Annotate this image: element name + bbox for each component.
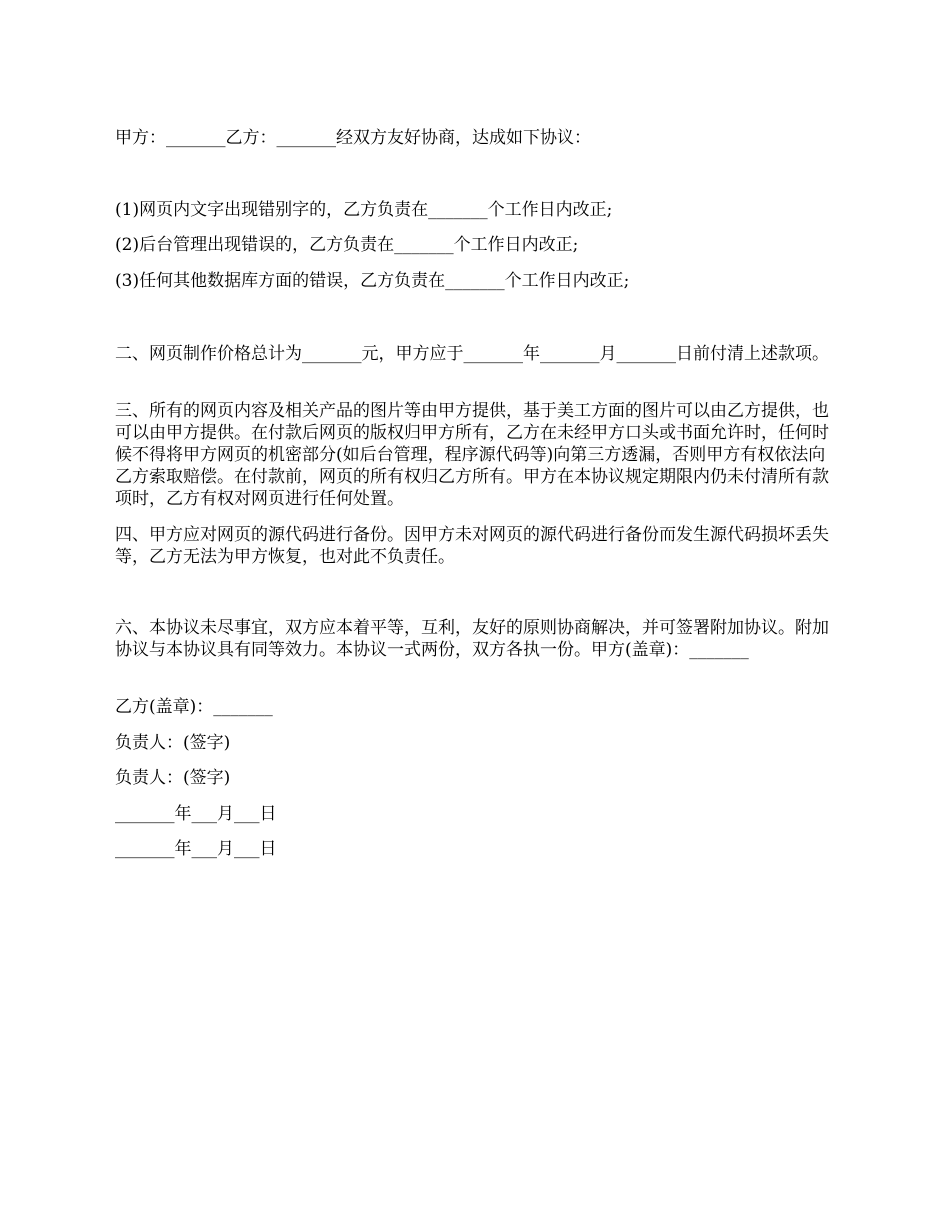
party-b-seal: 乙方(盖章)：_______ xyxy=(115,697,273,717)
item-typo-correction: (1)网页内文字出现错别字的，乙方负责在_______个工作日内改正; xyxy=(115,200,613,220)
intro-line: 甲方：_______乙方：_______经双方友好协商，达成如下协议： xyxy=(115,128,591,148)
clause-price: 二、网页制作价格总计为_______元，甲方应于_______年_______月_______日前付清上述款项。 xyxy=(115,344,829,364)
clause-backup: 四、甲方应对网页的源代码进行备份。因甲方未对网页的源代码进行备份而发生源代码损坏丢失等，乙方无法为甲方恢复，也对此不负责任。 xyxy=(115,525,829,567)
responsible-signature-2: 负责人：(签字) xyxy=(115,768,231,788)
item-database-error: (3)任何其他数据库方面的错误，乙方负责在_______个工作日内改正; xyxy=(115,271,630,291)
date-line-2: _______年___月___日 xyxy=(115,839,277,859)
date-line-1: _______年___月___日 xyxy=(115,804,277,824)
responsible-signature-1: 负责人：(签字) xyxy=(115,733,231,753)
item-backend-error: (2)后台管理出现错误的，乙方负责在_______个工作日内改正; xyxy=(115,235,579,255)
clause-copyright: 三、所有的网页内容及相关产品的图片等由甲方提供，基于美工方面的图片可以由乙方提供，也可以由甲方提供。在付款后网页的版权归甲方所有，乙方在未经甲方口头或书面允许时，任何时候不得将甲方网页的机密部分(如后台管理，程序源代码等)向第三方透漏，否则甲方有权依法向乙方索取赔偿。在付款前，网页的所有权归乙方所有。甲方在本协议规定期限内仍未付清所有款项时，乙方有权对网页进行任何处置。 xyxy=(115,401,829,509)
clause-misc: 六、本协议未尽事宜，双方应本着平等，互利，友好的原则协商解决，并可签署附加协议。附加协议与本协议具有同等效力。本协议一式两份，双方各执一份。甲方(盖章)：_______ xyxy=(115,618,829,660)
